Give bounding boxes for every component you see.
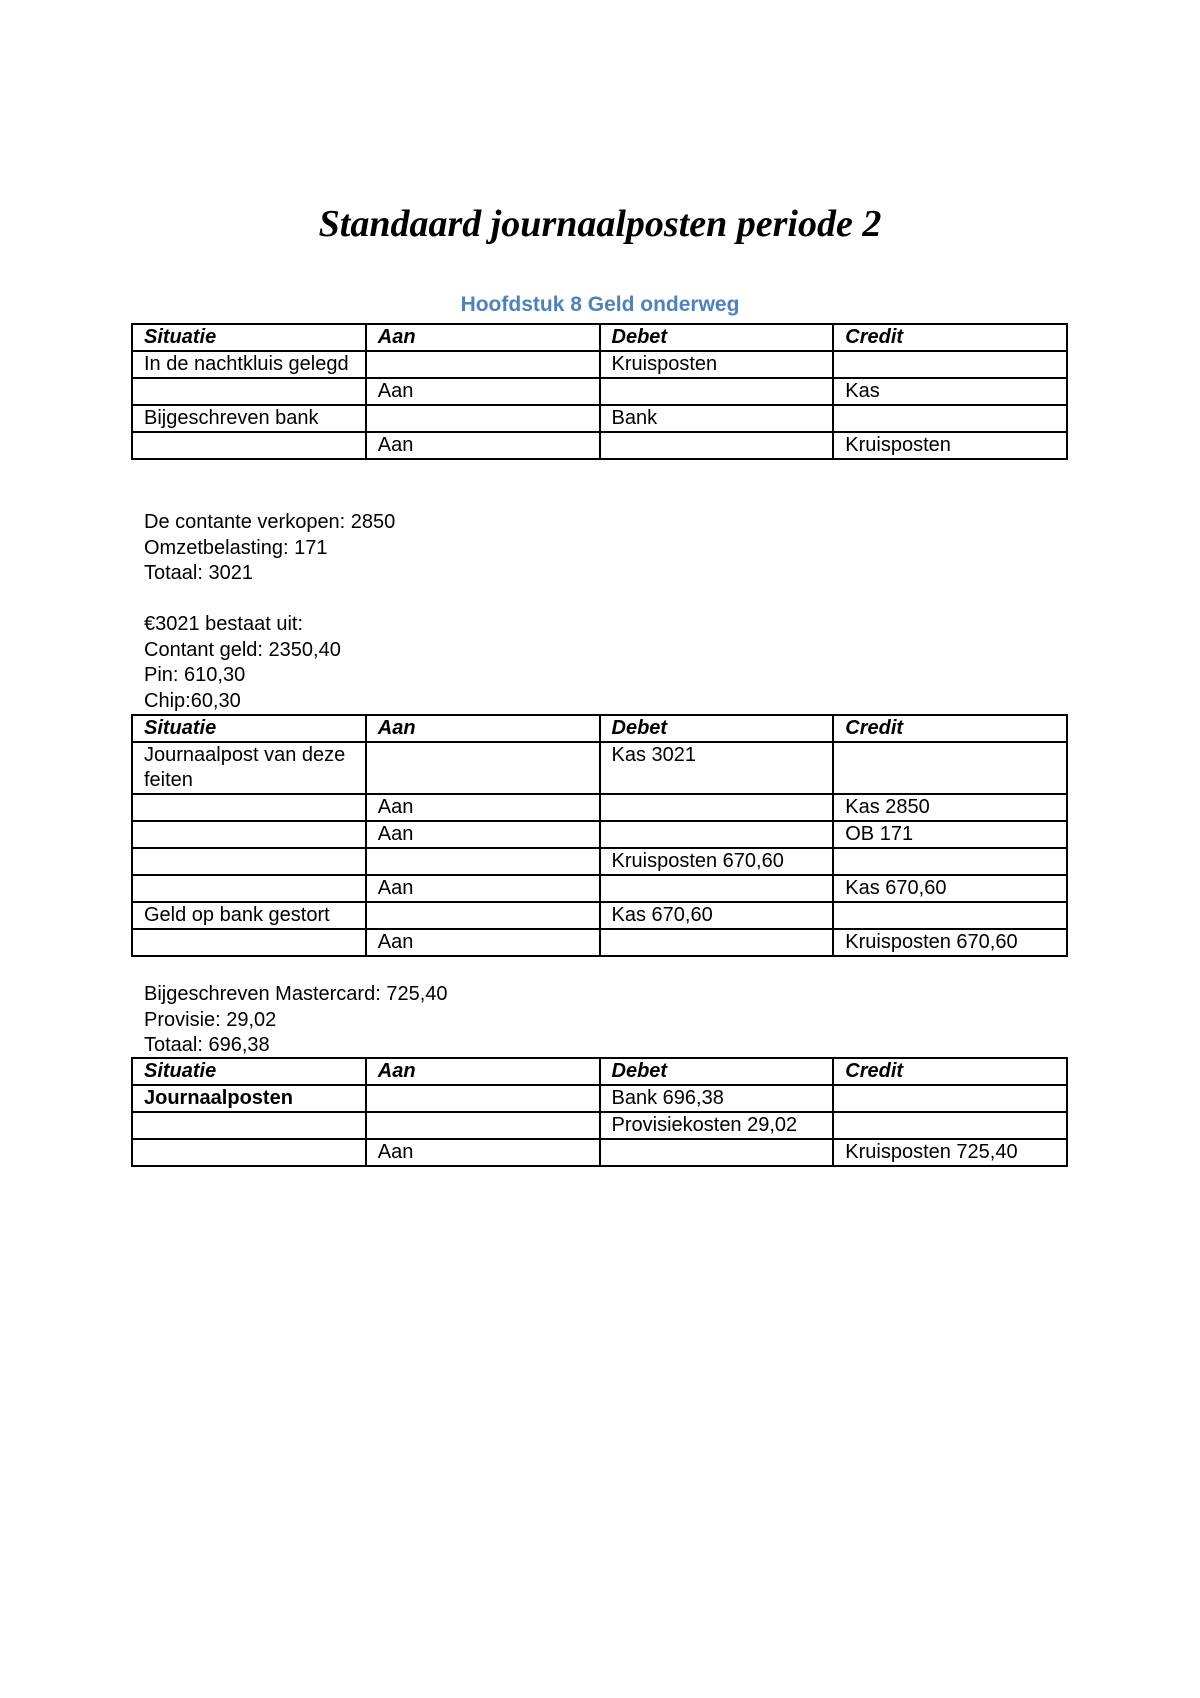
cell-credit [833, 742, 1067, 794]
chapter-heading: Hoofdstuk 8 Geld onderweg [460, 293, 740, 316]
journal-table-mastercard [131, 1057, 1068, 1167]
table-row [132, 1139, 1067, 1166]
table-header-row [132, 324, 1067, 351]
cell-debet [600, 821, 834, 848]
header-aan: Aan [366, 324, 600, 351]
cell-credit [833, 1112, 1067, 1139]
cell-situatie [132, 1112, 366, 1139]
header-debet: Debet [600, 324, 834, 351]
note-line: Totaal: 696,38 [144, 1034, 270, 1056]
cell-credit: Kas 2850 [833, 794, 1067, 821]
cell-situatie [132, 1139, 366, 1166]
cell-credit: Kruisposten [833, 432, 1067, 459]
table-row [132, 351, 1067, 378]
cell-aan [366, 1085, 600, 1112]
cell-aan [366, 848, 600, 875]
table-row [132, 848, 1067, 875]
note-line: Totaal: 3021 [144, 562, 253, 584]
note-line: Bijgeschreven Mastercard: 725,40 [144, 983, 448, 1005]
table-row [132, 432, 1067, 459]
cell-debet: Bank 696,38 [600, 1085, 834, 1112]
note-line: Contant geld: 2350,40 [144, 638, 341, 661]
cell-aan: Aan [366, 1139, 600, 1166]
cell-debet: Provisiekosten 29,02 [600, 1112, 834, 1139]
cell-aan: Aan [366, 821, 600, 848]
header-debet: Debet [600, 715, 834, 742]
cell-debet [600, 1139, 834, 1166]
cell-credit [833, 848, 1067, 875]
cell-aan: Aan [366, 929, 600, 956]
table-row [132, 875, 1067, 902]
table-row [132, 902, 1067, 929]
sales-summary-notes [144, 510, 395, 587]
cell-situatie [132, 378, 366, 405]
note-line: De contante verkopen: 2850 [144, 511, 396, 533]
cell-aan [366, 351, 600, 378]
table-row [132, 929, 1067, 956]
header-credit: Credit [833, 1058, 1067, 1085]
header-situatie: Situatie [132, 715, 366, 742]
cell-debet: Kruisposten 670,60 [600, 848, 834, 875]
cell-situatie [132, 848, 366, 875]
cell-aan: Aan [366, 432, 600, 459]
cell-situatie: Journaalposten [132, 1085, 366, 1112]
header-debet: Debet [600, 1058, 834, 1085]
cell-credit: Kruisposten 725,40 [833, 1139, 1067, 1166]
cell-situatie: Geld op bank gestort [132, 902, 366, 929]
table-header-row [132, 715, 1067, 742]
cell-debet [600, 794, 834, 821]
mastercard-notes [144, 982, 448, 1059]
table-row [132, 378, 1067, 405]
cell-aan [366, 405, 600, 432]
cell-situatie [132, 821, 366, 848]
cell-debet: Bank [600, 405, 834, 432]
cell-credit: Kruisposten 670,60 [833, 929, 1067, 956]
cell-aan: Aan [366, 378, 600, 405]
table-header-row [132, 1058, 1067, 1085]
cell-situatie [132, 794, 366, 821]
cell-situatie: Journaalpost van deze feiten [132, 742, 366, 794]
cell-aan [366, 1112, 600, 1139]
header-credit: Credit [833, 324, 1067, 351]
cell-credit [833, 351, 1067, 378]
cell-situatie [132, 875, 366, 902]
note-line: Pin: 610,30 [144, 664, 246, 686]
cell-situatie [132, 929, 366, 956]
cell-debet [600, 432, 834, 459]
note-line: Provisie: 29,02 [144, 1008, 277, 1031]
table-row [132, 794, 1067, 821]
cell-aan: Aan [366, 794, 600, 821]
cell-aan [366, 742, 600, 794]
header-situatie: Situatie [132, 324, 366, 351]
cell-credit: OB 171 [833, 821, 1067, 848]
header-credit: Credit [833, 715, 1067, 742]
cell-debet: Kas 3021 [600, 742, 834, 794]
note-line: €3021 bestaat uit: [144, 613, 304, 635]
cell-debet [600, 929, 834, 956]
cell-credit: Kas 670,60 [833, 875, 1067, 902]
cell-credit [833, 1085, 1067, 1112]
header-situatie: Situatie [132, 1058, 366, 1085]
cell-debet: Kruisposten [600, 351, 834, 378]
cell-debet [600, 378, 834, 405]
header-aan: Aan [366, 715, 600, 742]
cell-credit [833, 902, 1067, 929]
note-line: Omzetbelasting: 171 [144, 536, 328, 559]
cell-credit: Kas [833, 378, 1067, 405]
cell-credit [833, 405, 1067, 432]
document-title: Standaard journaalposten periode 2 [318, 203, 882, 245]
table-row [132, 1085, 1067, 1112]
table-row [132, 742, 1067, 794]
header-aan: Aan [366, 1058, 600, 1085]
table-row [132, 405, 1067, 432]
payment-breakdown-notes [144, 612, 341, 714]
table-row [132, 1112, 1067, 1139]
cell-aan [366, 902, 600, 929]
cell-debet [600, 875, 834, 902]
cell-situatie [132, 432, 366, 459]
cell-aan: Aan [366, 875, 600, 902]
journal-table-nachtkluis [131, 323, 1068, 460]
cell-debet: Kas 670,60 [600, 902, 834, 929]
cell-situatie: Bijgeschreven bank [132, 405, 366, 432]
journal-table-feiten [131, 714, 1068, 957]
cell-situatie: In de nachtkluis gelegd [132, 351, 366, 378]
note-line: Chip:60,30 [144, 689, 241, 712]
table-row [132, 821, 1067, 848]
